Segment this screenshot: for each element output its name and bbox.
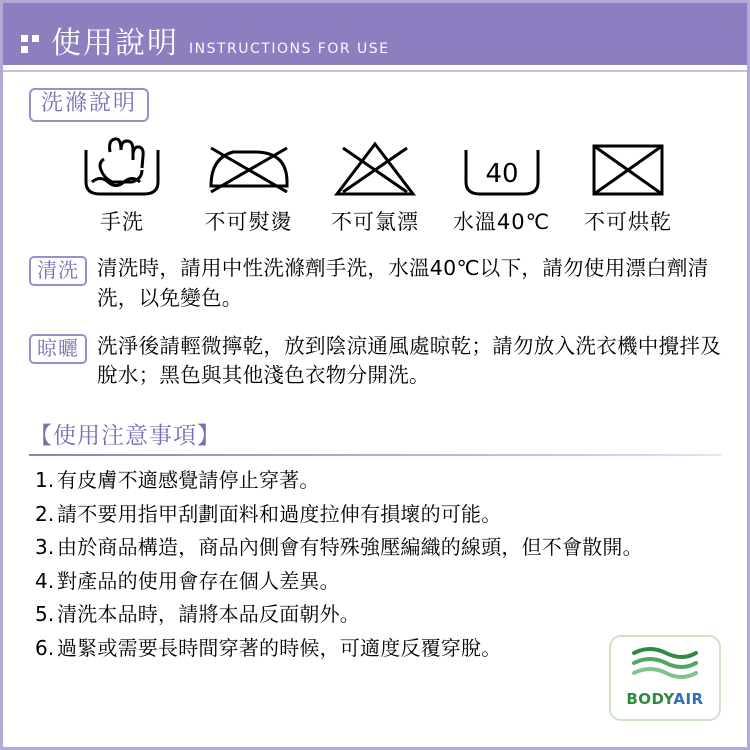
wave-icon: [628, 670, 702, 689]
care-symbol-caption: 不可熨燙: [204, 210, 293, 235]
instruction-text: 洗淨後請輕微擰乾，放到陰涼通風處晾乾；請勿放入洗衣機中攪拌及脫水；黑色與其他淺色衣物分開洗。: [97, 333, 721, 388]
page-title-english: INSTRUCTIONS FOR USE: [189, 41, 390, 57]
care-symbol-no-bleach: [316, 136, 434, 236]
list-item-number: 4.: [35, 568, 55, 593]
care-symbol-hand-wash: [63, 136, 181, 236]
instruction-block-wash: [29, 254, 721, 313]
page-title: 使用說明: [51, 26, 179, 61]
brand-name-part1: BODY: [626, 690, 674, 708]
list-item: [35, 464, 721, 498]
instruction-label: 清洗: [29, 256, 87, 286]
list-item-number: 2.: [35, 501, 55, 526]
list-item-text: 對產品的使用會存在個人差異。: [57, 568, 340, 593]
hand-wash-icon: [63, 136, 181, 202]
instruction-text: 清洗時，請用中性洗滌劑手洗，水溫40℃以下，請勿使用漂白劑清洗，以免變色。: [97, 256, 709, 310]
svg-text:40: 40: [484, 159, 519, 190]
water-temp-icon: [443, 136, 561, 202]
care-symbol-caption: 手洗: [100, 210, 144, 235]
care-symbol-no-tumble-dry: [569, 136, 687, 236]
page-header: [3, 3, 747, 65]
notes-heading: 【使用注意事項】: [29, 423, 221, 450]
brand-logo: [609, 635, 721, 721]
no-bleach-icon: [316, 136, 434, 202]
list-item-text: 過緊或需要長時間穿著的時候，可適度反覆穿脫。: [57, 636, 502, 661]
list-item: [35, 531, 721, 565]
list-item-number: 6.: [35, 636, 55, 661]
list-item-text: 由於商品構造，商品內側會有特殊強壓編織的線頭，但不會散開。: [57, 535, 643, 560]
instruction-block-dry: [29, 332, 721, 391]
list-item: [35, 565, 721, 599]
care-symbol-caption: 水溫40℃: [452, 210, 551, 235]
wash-section-label: 洗滌說明: [29, 88, 149, 122]
no-tumble-dry-icon: [569, 136, 687, 202]
list-item-text: 有皮膚不適感覺請停止穿著。: [57, 468, 320, 493]
care-symbol-caption: 不可氯漂: [331, 210, 419, 235]
list-item-number: 5.: [35, 602, 55, 627]
care-symbol-caption: 不可烘乾: [584, 210, 672, 235]
no-iron-icon: [190, 136, 308, 202]
list-item: [35, 498, 721, 532]
care-symbol-row: [63, 136, 687, 236]
list-item-text: 清洗本品時，請將本品反面朝外。: [57, 602, 360, 627]
content-area: [3, 72, 747, 666]
brand-name: [611, 690, 719, 708]
list-item-number: 1.: [35, 468, 55, 493]
brand-name-part2: AIR: [673, 690, 704, 708]
care-symbol-water-temp: [443, 136, 561, 236]
care-symbol-no-iron: [190, 136, 308, 236]
notes-divider: [29, 454, 721, 456]
instruction-label: 晾曬: [29, 334, 87, 364]
list-item: [35, 598, 721, 632]
list-item-text: 請不要用指甲刮劃面料和過度拉伸有損壞的可能。: [57, 501, 502, 526]
header-divider: [3, 65, 747, 72]
dots-icon: [21, 33, 43, 55]
list-item-number: 3.: [35, 535, 55, 560]
